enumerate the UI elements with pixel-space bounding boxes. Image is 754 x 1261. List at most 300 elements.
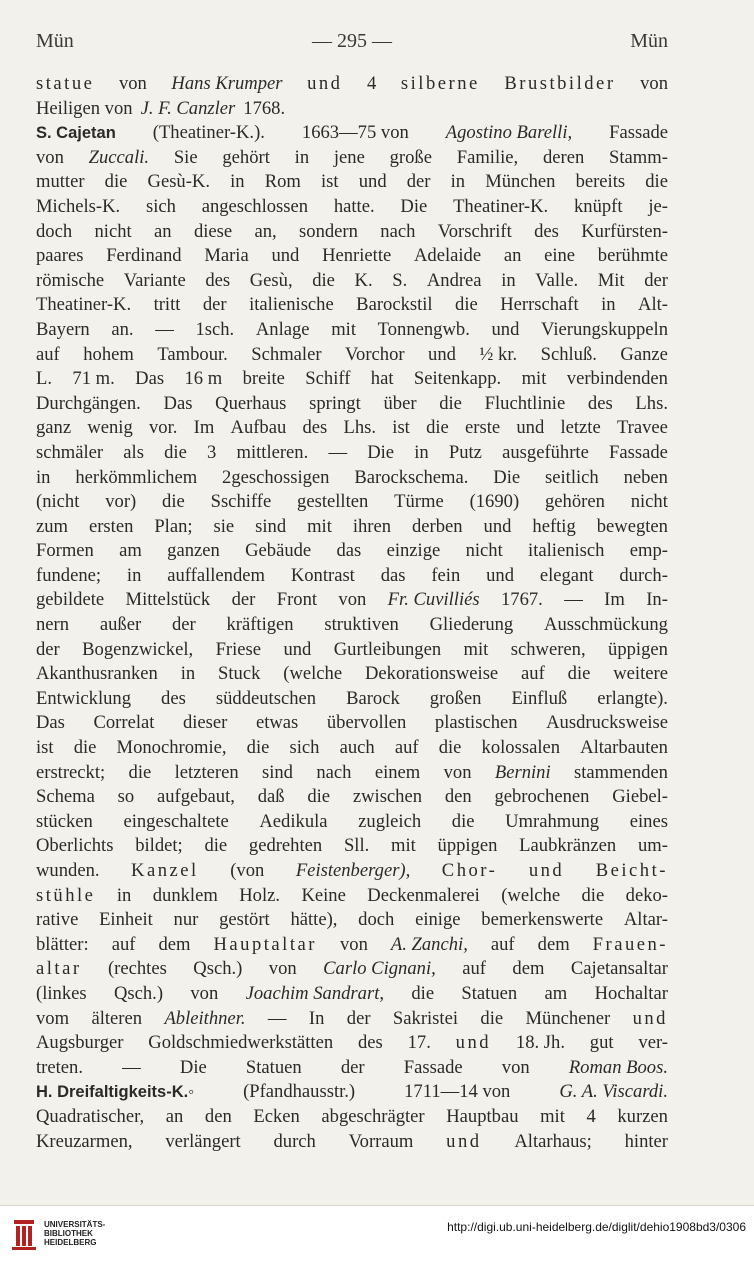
text-word: Stamm- <box>609 146 668 168</box>
text-word: Adelaide <box>413 245 482 267</box>
text-word: Joachim Sandrart, <box>245 982 385 1004</box>
text-word: schweren, <box>510 638 586 660</box>
text-word: Laubkränzen <box>519 835 617 857</box>
text-word: gut <box>589 1032 614 1054</box>
text-word: die <box>581 884 605 906</box>
text-word: einem <box>374 761 421 783</box>
text-word: der <box>36 638 60 660</box>
text-word: mit <box>463 638 489 660</box>
text-word: von <box>118 73 147 94</box>
text-word: nicht <box>630 491 668 513</box>
text-word: Vorraum <box>348 1130 414 1152</box>
text-word: Kreuzarmen, <box>36 1130 133 1152</box>
text-word: Sakristei <box>392 1007 458 1029</box>
text-word: am <box>119 540 142 562</box>
text-word: sondern <box>299 220 358 242</box>
text-word: Carlo Cignani, <box>323 958 436 980</box>
text-word: Altar- <box>623 909 668 931</box>
text-word: 2geschossigen <box>222 466 330 488</box>
text-word: mit <box>540 1105 565 1127</box>
text-word: des <box>587 392 613 414</box>
text-word: 1768. <box>243 97 286 119</box>
text-word: gestört <box>219 909 270 931</box>
text-word: dieser <box>182 712 228 734</box>
text-line <box>36 564 668 589</box>
page-number: — 295 — <box>312 30 392 52</box>
text-word: Brustbilder <box>504 73 616 94</box>
text-word: mittleren. <box>236 441 309 463</box>
text-word: Variante <box>123 269 186 291</box>
text-word: Familie, <box>456 146 519 168</box>
text-word: München <box>485 171 556 193</box>
text-word: Die <box>493 466 521 488</box>
text-word: in <box>116 884 132 906</box>
text-word: je- <box>648 195 668 217</box>
text-word: Das <box>163 392 193 414</box>
text-word: rative <box>36 909 79 931</box>
text-word: sind <box>255 515 287 537</box>
text-word: Sie <box>173 146 198 168</box>
text-word: jene <box>333 146 365 168</box>
text-word: nach <box>380 220 416 242</box>
text-word: Das <box>36 712 65 734</box>
text-word: Statuen <box>461 982 518 1004</box>
text-word: Hochaltar <box>594 982 668 1004</box>
text-line <box>36 195 668 220</box>
text-word: Mittelstück <box>125 589 211 611</box>
text-word: sind <box>261 761 293 783</box>
text-line <box>36 662 668 687</box>
text-word: von <box>268 958 297 980</box>
text-word: und <box>283 638 312 660</box>
text-word: Gliederung <box>429 614 514 636</box>
text-word: Andrea <box>426 269 482 291</box>
text-word: Feistenberger), <box>295 860 411 881</box>
text-word: Akanthusranken <box>36 663 158 685</box>
university-logo-icon <box>10 1216 38 1250</box>
text-word: Bogenzwickel, <box>82 638 194 660</box>
text-word: silberne <box>400 73 480 94</box>
text-word: angeschlossen <box>201 195 309 217</box>
text-word: Vorschrift <box>437 220 512 242</box>
text-word: an, <box>254 220 277 242</box>
text-word: bereits <box>575 171 626 193</box>
text-word: altar <box>36 958 82 980</box>
text-word: dem <box>512 958 545 980</box>
text-word: von <box>36 146 64 168</box>
text-line <box>36 884 668 909</box>
text-word: mit <box>331 318 357 340</box>
text-word: und <box>307 73 343 94</box>
text-line <box>36 466 668 491</box>
institution-name <box>44 1220 105 1247</box>
text-word: S. Cajetan <box>36 124 116 143</box>
page-body-text <box>36 72 668 1154</box>
text-word: und <box>428 343 456 365</box>
text-word: von <box>338 589 367 611</box>
text-word: Gesù, <box>249 269 293 291</box>
text-line <box>36 97 668 122</box>
text-word: Hauptaltar <box>213 933 317 955</box>
text-word: derben <box>412 515 463 537</box>
text-word: Deckenmalerei <box>367 884 480 906</box>
text-word: mit <box>521 368 547 390</box>
text-word: Theatiner-K. <box>453 195 549 217</box>
text-word: als <box>123 441 144 463</box>
text-word: eines <box>629 810 668 832</box>
text-word: das <box>380 564 406 586</box>
text-word: dem <box>158 933 191 955</box>
text-word: Barockschema. <box>354 466 469 488</box>
text-word: hat <box>370 368 394 390</box>
text-word: Sll. <box>343 835 370 857</box>
text-word: Qsch.) <box>193 958 243 980</box>
text-word: Dekorationsweise <box>364 663 499 685</box>
text-word: Fr. Cuvilliés <box>387 589 480 611</box>
text-word: in <box>294 146 310 168</box>
text-word: der <box>644 269 668 291</box>
text-word: in <box>36 466 51 488</box>
text-word: (Pfandhausstr.) <box>243 1081 356 1103</box>
text-word: Gesù-K. <box>147 171 210 193</box>
text-word: den <box>204 1105 232 1127</box>
text-word: die <box>204 835 228 857</box>
text-word: bewegten <box>596 515 668 537</box>
text-word: Hauptbau <box>446 1105 519 1127</box>
text-word: treten. <box>36 1056 83 1078</box>
text-word: Kanzel <box>131 860 199 881</box>
text-word: hatte. <box>333 195 375 217</box>
text-word: Alt- <box>638 294 668 316</box>
text-word: statue <box>36 73 95 94</box>
text-word: Das <box>135 368 165 390</box>
text-word: Cajetansaltar <box>570 958 668 980</box>
text-word: ganz <box>36 417 72 439</box>
text-word: nicht <box>94 220 132 242</box>
text-word: erstreckt; <box>36 761 106 783</box>
text-word: Maria <box>204 245 249 267</box>
text-word: am <box>544 982 568 1004</box>
text-word: gedrehten <box>248 835 323 857</box>
text-word: zwischen <box>352 786 423 808</box>
text-word: die <box>645 171 668 193</box>
text-word: verlängert <box>165 1130 241 1152</box>
text-word: von <box>501 1056 530 1078</box>
text-word: der <box>231 589 256 611</box>
text-word: (welche <box>283 663 343 685</box>
text-word: fein <box>431 564 461 586</box>
text-line <box>36 761 668 786</box>
text-word: Quadratischer, <box>36 1105 145 1127</box>
text-word: des <box>357 1032 383 1054</box>
text-word: deko- <box>625 884 668 906</box>
text-word: Seitenkapp. <box>413 368 502 390</box>
text-word: und <box>516 417 545 439</box>
text-word: üppigen <box>437 835 498 857</box>
text-word: und <box>632 1007 668 1029</box>
text-word: Kontrast <box>290 564 355 586</box>
text-word: Front <box>276 589 318 611</box>
text-word: Ferdinand <box>106 245 182 267</box>
text-word: Augsburger <box>36 1032 124 1054</box>
text-word: die <box>426 417 449 439</box>
text-word: Ecken <box>253 1105 300 1127</box>
text-word: an <box>503 245 522 267</box>
text-word: in <box>126 564 142 586</box>
text-word: Hans Krumper <box>171 73 283 94</box>
text-word: ersten <box>88 515 134 537</box>
text-word: deren <box>542 146 585 168</box>
text-word: etwas <box>255 712 299 734</box>
text-word: von <box>640 73 668 94</box>
text-word: Schema <box>36 786 95 808</box>
text-line <box>36 1031 668 1056</box>
text-word: auf <box>490 933 515 955</box>
text-word: Durchgängen. <box>36 392 141 414</box>
text-line <box>36 72 668 97</box>
text-word: 1663—75 von <box>301 122 409 144</box>
text-word: des <box>161 687 186 709</box>
text-word: an <box>165 1105 184 1127</box>
text-word: an <box>154 220 172 242</box>
text-word: durch <box>273 1130 316 1152</box>
text-word: Giebel- <box>612 786 668 808</box>
text-word: Fassade <box>609 441 668 463</box>
text-word: erlangte). <box>597 687 668 709</box>
text-word: ½ kr. <box>479 343 518 365</box>
text-word: gestellten <box>297 491 369 513</box>
text-word: Putz <box>448 441 482 463</box>
text-word: Bayern <box>36 318 90 340</box>
text-word: außer <box>99 614 142 636</box>
text-word: römische <box>36 269 105 291</box>
text-word: zugleich <box>358 810 422 832</box>
text-line <box>36 1105 668 1130</box>
text-line <box>36 687 668 712</box>
text-word: Entwicklung <box>36 687 132 709</box>
text-word: 1sch. <box>195 318 235 340</box>
text-line <box>36 1080 668 1105</box>
text-word: Theatiner-K. <box>36 294 132 316</box>
text-word: Ausdrucksweise <box>546 712 668 734</box>
text-word: und <box>528 860 565 881</box>
text-word: Einheit <box>99 909 153 931</box>
text-word: blätter: <box>36 933 89 955</box>
text-word: stücken <box>36 810 93 832</box>
text-word: Türme <box>394 491 444 513</box>
header-left: Mün <box>36 30 74 52</box>
text-word: große <box>389 146 432 168</box>
text-word: Chor- <box>441 860 498 881</box>
text-word: Formen <box>36 540 94 562</box>
text-word: — <box>328 441 348 463</box>
text-word: Holz. <box>239 884 281 906</box>
text-word: um- <box>637 835 668 857</box>
text-word: doch <box>358 909 395 931</box>
text-word: heftig <box>532 515 576 537</box>
text-word: hinter <box>624 1130 668 1152</box>
text-word: Oberlichts <box>36 835 114 857</box>
text-word: Ausschmückung <box>544 614 668 636</box>
text-word: des <box>205 269 231 291</box>
text-word: letzteren <box>174 761 239 783</box>
text-word: Fassade <box>403 1056 463 1078</box>
text-word: so <box>117 786 135 808</box>
text-word: in <box>450 171 466 193</box>
text-word: auf <box>111 933 136 955</box>
text-word: (Theatiner-K.). <box>152 122 265 144</box>
text-word: kolossalen <box>481 737 561 759</box>
text-word: dunklem <box>152 884 218 906</box>
text-word: hohem <box>83 343 134 365</box>
text-word: Statuen <box>245 1056 302 1078</box>
text-word: die <box>480 1007 504 1029</box>
text-word: ausgeführte <box>502 441 589 463</box>
text-word: ist <box>36 737 54 759</box>
text-word: Agostino Barelli, <box>445 122 573 144</box>
text-line <box>36 982 668 1007</box>
text-word: Stuck <box>218 663 261 685</box>
text-word: einige <box>415 909 461 931</box>
text-word: ist <box>392 417 410 439</box>
page-header <box>36 30 668 60</box>
text-word: Rom <box>264 171 301 193</box>
text-word: weitere <box>613 663 668 685</box>
text-word: Henriette <box>322 245 392 267</box>
text-word: Keine <box>301 884 346 906</box>
text-word: durch- <box>619 564 668 586</box>
text-word: kräftigen <box>226 614 294 636</box>
text-word: sie <box>213 515 235 537</box>
text-line <box>36 834 668 859</box>
text-line <box>36 343 668 368</box>
text-word: Michels-K. <box>36 195 121 217</box>
text-word: Kurfürsten- <box>581 220 668 242</box>
text-line <box>36 293 668 318</box>
text-word: die <box>104 171 128 193</box>
text-word: vor. <box>149 417 178 439</box>
text-word: — <box>122 1056 141 1078</box>
text-word: vom <box>36 1007 70 1029</box>
text-line <box>36 170 668 195</box>
text-word: des <box>534 220 559 242</box>
text-word: Ganze <box>620 343 668 365</box>
text-word: Altarhaus; <box>514 1130 592 1152</box>
text-word: das <box>336 540 362 562</box>
text-word: auf <box>462 958 486 980</box>
text-word: Qsch.) <box>113 982 164 1004</box>
text-word: 3 <box>207 441 217 463</box>
text-word: in <box>180 663 196 685</box>
text-word: elegant <box>539 564 594 586</box>
text-word: Altarbauten <box>580 737 668 759</box>
text-word: (rechtes <box>107 958 167 980</box>
source-url-link[interactable]: http://digi.ub.uni-heidelberg.de/diglit/dehio1908bd3/0306 <box>447 1220 746 1234</box>
text-line <box>36 441 668 466</box>
text-word: eine <box>544 245 576 267</box>
text-line <box>36 244 668 269</box>
text-word: mit <box>391 835 416 857</box>
text-word: in <box>230 171 245 193</box>
text-word: Ableithner. <box>164 1007 246 1029</box>
text-word: an. <box>111 318 134 340</box>
text-word: Heiligen von <box>36 97 133 119</box>
text-word: Correlat <box>93 712 155 734</box>
text-word: Fassade <box>609 122 668 144</box>
text-word: S. <box>392 269 408 291</box>
text-word: die <box>162 491 185 513</box>
text-word: stühle <box>36 884 96 906</box>
text-line <box>36 810 668 835</box>
text-word: Aufbau <box>230 417 287 439</box>
text-word: einzige <box>386 540 441 562</box>
text-word: erste <box>465 417 501 439</box>
text-word: aufgebaut, <box>156 786 235 808</box>
text-word: Gebäude <box>245 540 312 562</box>
text-word: — <box>564 589 583 611</box>
text-word: doch <box>36 220 73 242</box>
text-line <box>36 269 668 294</box>
text-word: hätte), <box>290 909 338 931</box>
text-word: der <box>202 294 227 316</box>
text-word: zum <box>36 515 69 537</box>
text-word: gehört <box>222 146 270 168</box>
text-word: springt <box>309 392 361 414</box>
text-word: Die <box>367 441 395 463</box>
text-word: auffallendem <box>167 564 265 586</box>
text-word: die <box>455 294 478 316</box>
text-word: In <box>308 1007 325 1029</box>
text-word: A. Zanchi, <box>390 933 468 955</box>
text-word: L. <box>36 368 53 390</box>
text-word: Travee <box>616 417 668 439</box>
text-word: Lhs. <box>635 392 668 414</box>
text-word: Vierungskuppeln <box>541 318 668 340</box>
text-word: der <box>171 614 196 636</box>
text-line <box>36 121 668 146</box>
text-word: 18. Jh. <box>515 1032 565 1054</box>
text-word: kurzen <box>617 1105 668 1127</box>
text-line <box>36 613 668 638</box>
text-word: verbindenden <box>566 368 668 390</box>
text-word: und <box>446 1130 482 1152</box>
text-line <box>36 588 668 613</box>
text-word: Aedikula <box>259 810 328 832</box>
text-line <box>36 392 668 417</box>
text-word: Bernini <box>494 761 551 783</box>
text-word: Goldschmiedwerkstätten <box>148 1032 334 1054</box>
text-word: Tambour. <box>157 343 228 365</box>
text-word: bildet; <box>135 835 183 857</box>
text-word: und <box>271 245 300 267</box>
text-line <box>36 957 668 982</box>
text-line <box>36 785 668 810</box>
text-word: paares <box>36 245 84 267</box>
institution-line: HEIDELBERG <box>44 1238 97 1247</box>
text-word: in <box>601 294 616 316</box>
text-word: auch <box>339 737 375 759</box>
text-word: Vorchor <box>345 343 405 365</box>
text-word: von <box>339 933 368 955</box>
text-word: diese <box>193 220 233 242</box>
text-word: eingeschaltete <box>123 810 229 832</box>
text-word: von <box>190 982 219 1004</box>
text-word: 1711—14 von <box>404 1081 511 1103</box>
text-word: ver- <box>638 1032 668 1054</box>
text-word: emp- <box>629 540 668 562</box>
text-word: Barockstil <box>356 294 433 316</box>
text-word: Sschiffe <box>210 491 272 513</box>
